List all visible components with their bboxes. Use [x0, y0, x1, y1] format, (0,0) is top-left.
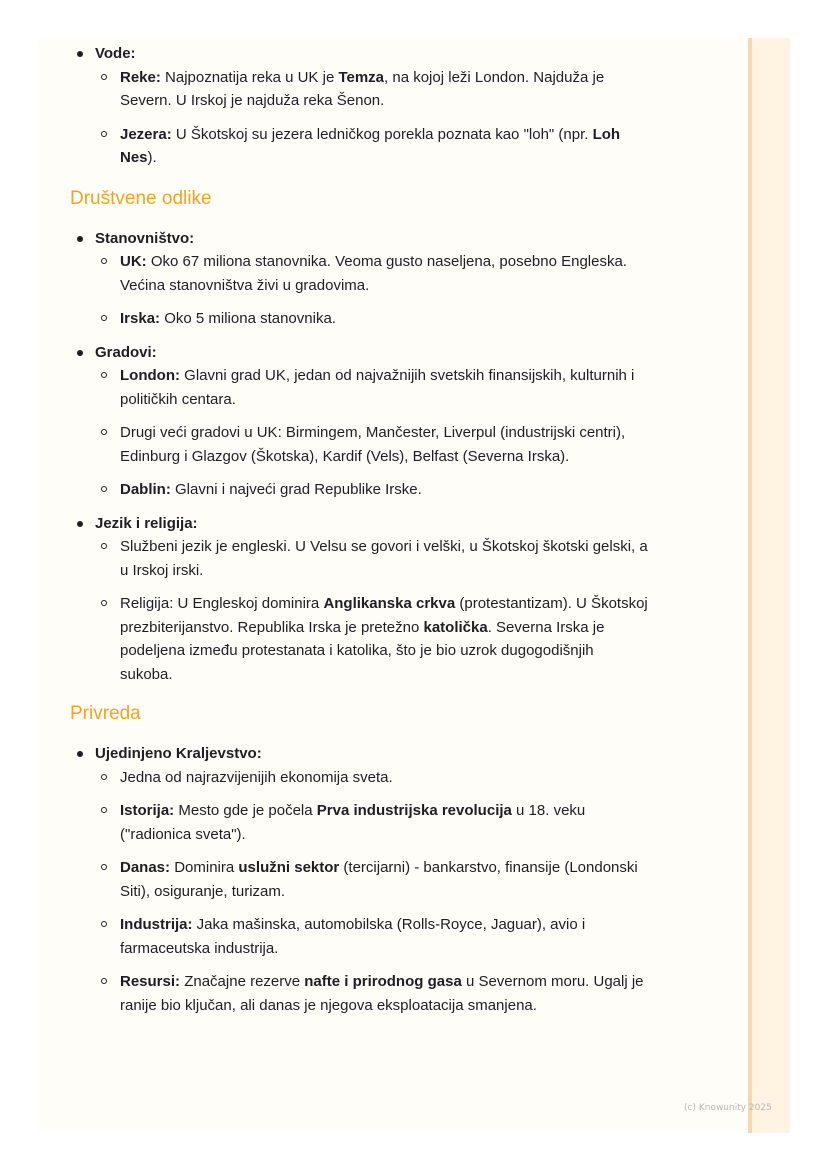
stanovnistvo-item: Stanovništvo: UK: Oko 67 miliona stanovnika. Veoma gusto naseljena, posebno Engleska. Većina stanovništva živi u gradovima. Irska: Oko 5 miliona stanovnika. [70, 227, 650, 331]
list-item: Reke: Najpoznatija reka u UK je Temza, na kojoj leži London. Najduža je Severn. U Irskoj je najduža reka Šenon. [95, 66, 650, 113]
privreda-sublist [95, 766, 650, 1018]
vode-label: Vode: [95, 45, 136, 62]
list-item: London: Glavni grad UK, jedan od najvažnijih svetskih finansijskih, kulturnih i političkih centara. [95, 364, 650, 411]
section-heading-privreda: Privreda [70, 703, 141, 724]
list-item: Službeni jezik je engleski. U Velsu se govori i velški, u Škotskoj škotski gelski, a u Irskoj irski. [95, 535, 650, 582]
vode-list [70, 42, 650, 170]
vode-item [70, 42, 650, 170]
list-item: Resursi: Značajne rezerve nafte i prirodnog gasa u Severnom moru. Ugalj je ranije bio ključan, ali danas je njegova eksploatacija smanjena. [95, 970, 650, 1017]
list-item: Religija: U Engleskoj dominira Anglikanska crkva (protestantizam). U Škotskoj prezbiterijanstvo. Republika Irska je pretežno katolička. Severna Irska je podeljena između protestanata i katolika, što je bio uzrok dugogodišnjih sukoba. [95, 592, 650, 686]
section-heading-drustvene: Društvene odlike [70, 187, 212, 209]
jezik-sublist [95, 535, 650, 686]
list-item: Dablin: Glavni i najveći grad Republike Irske. [95, 478, 650, 502]
gradovi-sublist [95, 364, 650, 502]
list-item: Drugi veći gradovi u UK: Birmingem, Mančester, Liverpul (industrijski centri), Edinburg i Glazgov (Škotska), Kardif (Vels), Belfast (Severna Irska). [95, 421, 650, 468]
list-item: Danas: Dominira uslužni sektor (tercijarni) - bankarstvo, finansije (Londonski Siti), osiguranje, turizam. [95, 856, 650, 903]
vode-sublist [95, 66, 650, 170]
uk-economy-item: Ujedinjeno Kraljevstvo: Jedna od najrazvijenijih ekonomija sveta. Istorija: Mesto gde je počela Prva industrijska revolucija u 18. veku ("radionica sveta"). Danas: Dominira uslužni sektor (tercijarni) - bankarstvo, finansije (Londonski Siti), osiguranje, turizam. Industrija: Jaka mašinska, automobilska (Rolls-Royce, Jaguar), avio i farmaceutska industrija. Resursi: Značajne rezerve nafte i prirodnog gasa u Severnom moru. Ugalj je ranije bio ključan, ali danas je njegova eksploatacija smanjena. [70, 742, 650, 1017]
list-item: Irska: Oko 5 miliona stanovnika. [95, 307, 650, 331]
list-item: Industrija: Jaka mašinska, automobilska (Rolls-Royce, Jaguar), avio i farmaceutska industrija. [95, 913, 650, 960]
gradovi-item: Gradovi: London: Glavni grad UK, jedan od najvažnijih svetskih finansijskih, kulturnih i političkih centara. Drugi veći gradovi u UK: Birmingem, Mančester, Liverpul (industrijski centri), Edinburg i Glazgov (Škotska), Kardif (Vels), Belfast (Severna Irska). Dablin: Glavni i najveći grad Republike Irske. [70, 341, 650, 502]
side-margin-band [748, 38, 790, 1133]
list-item: Jezera: U Škotskoj su jezera ledničkog porekla poznata kao "loh" (npr. Loh Nes). [95, 123, 650, 170]
privreda-list [70, 742, 650, 1017]
stanovnistvo-sublist [95, 250, 650, 331]
list-item: Jedna od najrazvijenijih ekonomija sveta. [95, 766, 650, 790]
watermark: (c) Knowunity 2025 [684, 1103, 772, 1113]
list-item: UK: Oko 67 miliona stanovnika. Veoma gusto naseljena, posebno Engleska. Većina stanovništva živi u gradovima. [95, 250, 650, 297]
jezik-item: Jezik i religija: Službeni jezik je engleski. U Velsu se govori i velški, u Škotskoj škotski gelski, a u Irskoj irski. Religija: U Engleskoj dominira Anglikanska crkva (protestantizam). U Škotskoj prezbiterijanstvo. Republika Irska je pretežno katolička. Severna Irska je podeljena između protestanata i katolika, što je bio uzrok dugogodišnjih sukoba. [70, 512, 650, 687]
document-content [70, 42, 650, 1017]
list-item: Istorija: Mesto gde je počela Prva industrijska revolucija u 18. veku ("radionica sveta"). [95, 799, 650, 846]
drustvene-list [70, 227, 650, 687]
